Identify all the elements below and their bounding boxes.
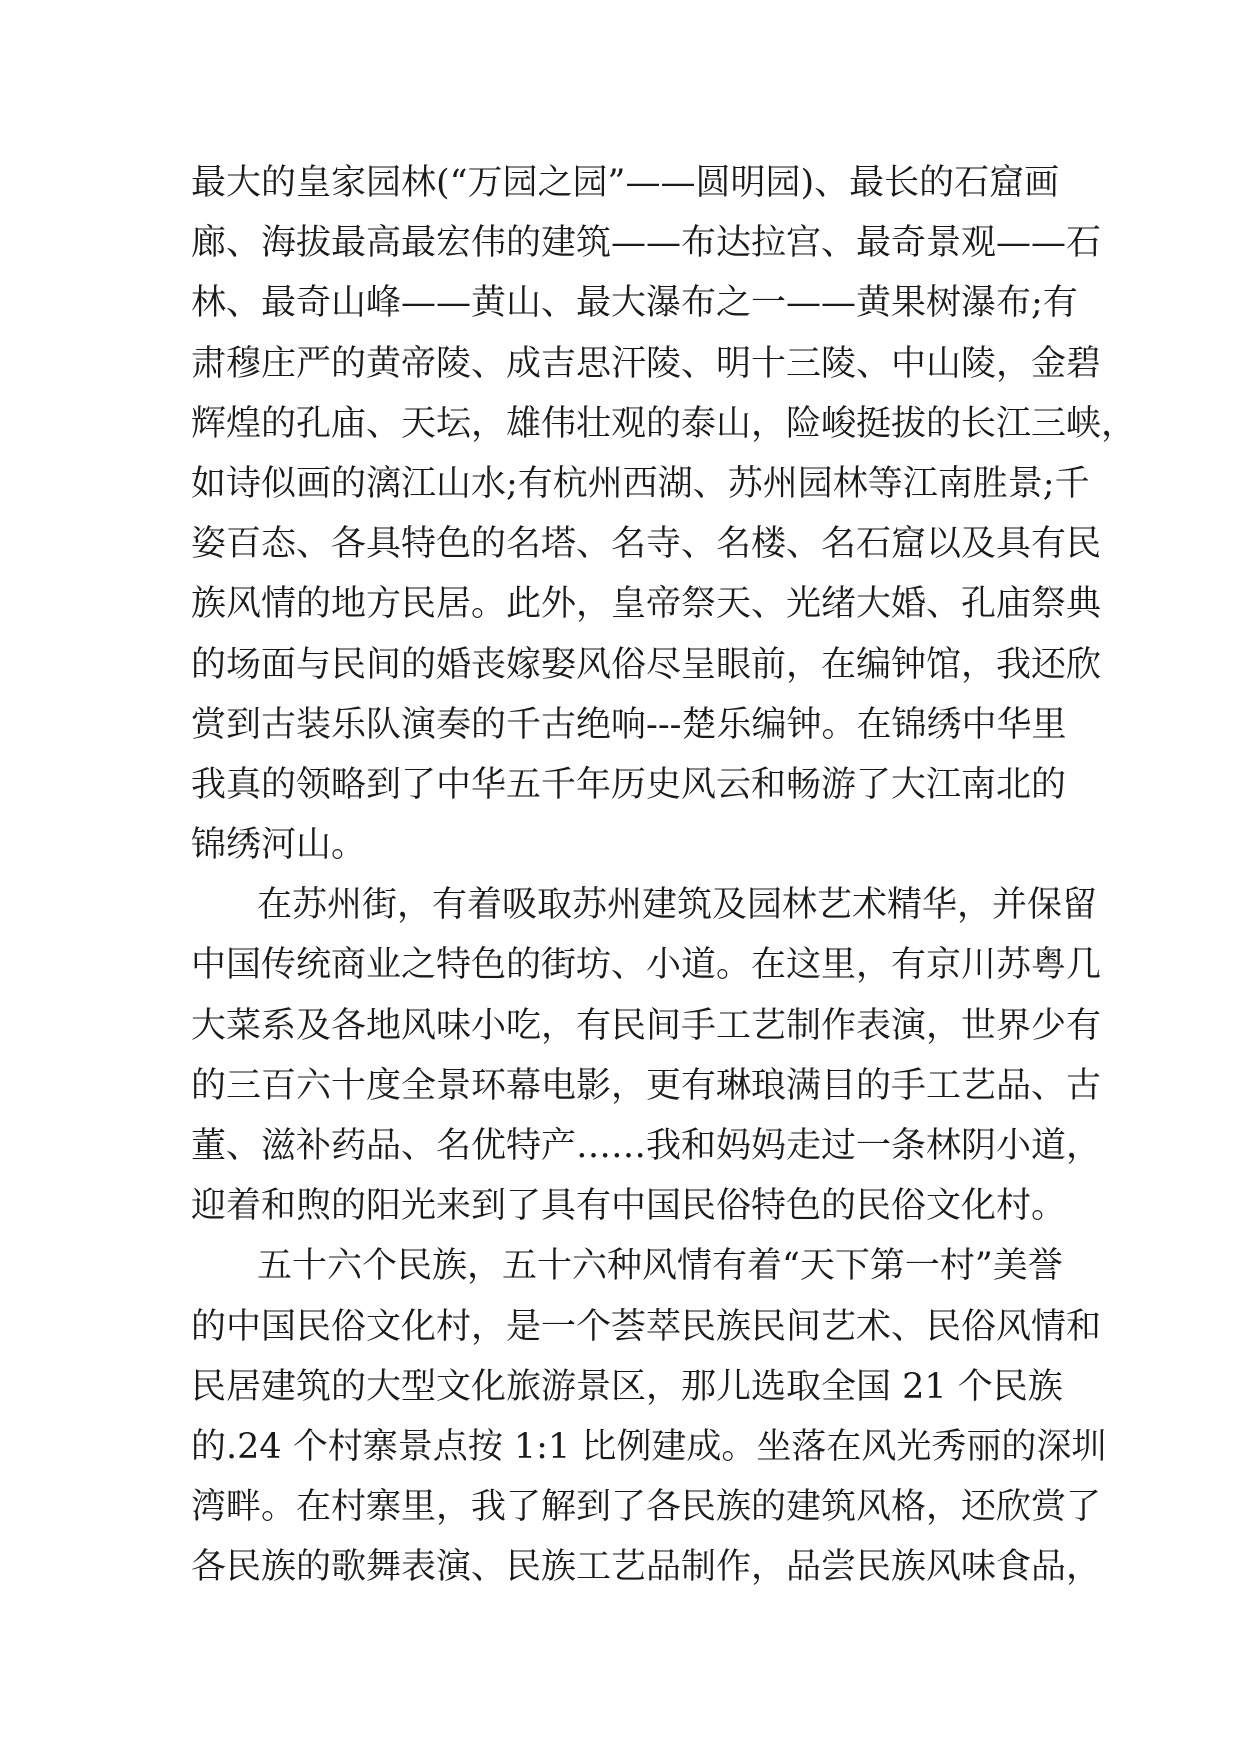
text-line: 我真的领略到了中华五千年历史风云和畅游了大江南北的 bbox=[191, 764, 1067, 805]
text-line: 在苏州街，有着吸取苏州建筑及园林艺术精华，并保留 bbox=[257, 885, 1098, 926]
text-line: 中国传统商业之特色的街坊、小道。在这里，有京川苏粤几 bbox=[191, 945, 1102, 986]
text-line: 董、滋补药品、名优特产……我和妈妈走过一条林阴小道， bbox=[191, 1126, 1102, 1166]
text-line: 辉煌的孔庙、天坛，雄伟壮观的泰山，险峻挺拔的长江三峡， bbox=[191, 403, 1137, 444]
text-line: 肃穆庄严的黄帝陵、成吉思汗陵、明十三陵、中山陵，金碧 bbox=[191, 343, 1102, 384]
text-line: 如诗似画的漓江山水;有杭州西湖、苏州园林等江南胜景;千 bbox=[191, 463, 1090, 504]
text-line: 赏到古装乐队演奏的千古绝响---楚乐编钟。在锦绣中华里 bbox=[191, 704, 1067, 745]
document-body bbox=[191, 153, 1137, 1598]
text-line: 各民族的歌舞表演、民族工艺品制作，品尝民族风味食品， bbox=[191, 1547, 1102, 1588]
text-line: 民居建筑的大型文化旅游景区，那儿选取全国 21 个民族 bbox=[191, 1366, 1063, 1407]
text-line: 姿百态、各具特色的名塔、名寺、名楼、名石窟以及具有民 bbox=[191, 524, 1102, 565]
text-line: 的中国民俗文化村，是一个荟萃民族民间艺术、民俗风情和 bbox=[191, 1306, 1102, 1347]
paragraph-3 bbox=[191, 1236, 1107, 1597]
text-line: 的三百六十度全景环幕电影，更有琳琅满目的手工艺品、古 bbox=[191, 1065, 1102, 1106]
text-line: 五十六个民族，五十六种风情有着“天下第一村”美誉 bbox=[257, 1246, 1063, 1287]
paragraph-1 bbox=[191, 153, 1137, 875]
text-line: 锦绣河山。 bbox=[191, 825, 367, 866]
text-line: 的.24 个村寨景点按 1:1 比例建成。坐落在风光秀丽的深圳 bbox=[191, 1426, 1107, 1467]
text-line: 湾畔。在村寨里，我了解到了各民族的建筑风格，还欣赏了 bbox=[191, 1487, 1102, 1528]
text-line: 林、最奇山峰——黄山、最大瀑布之一——黄果树瀑布;有 bbox=[191, 283, 1078, 324]
text-line: 迎着和煦的阳光来到了具有中国民俗特色的民俗文化村。 bbox=[191, 1186, 1067, 1227]
paragraph-2 bbox=[191, 875, 1102, 1236]
text-line: 的场面与民间的婚丧嫁娶风俗尽呈眼前，在编钟馆，我还欣 bbox=[191, 644, 1102, 685]
text-line: 族风情的地方民居。此外，皇帝祭天、光绪大婚、孔庙祭典 bbox=[191, 584, 1102, 625]
text-line: 廊、海拔最高最宏伟的建筑——布达拉宫、最奇景观——石 bbox=[191, 223, 1102, 264]
text-line: 最大的皇家园林(“万园之园”——圆明园)、最长的石窟画 bbox=[191, 163, 1060, 203]
text-line: 大菜系及各地风味小吃，有民间手工艺制作表演，世界少有 bbox=[191, 1005, 1102, 1046]
